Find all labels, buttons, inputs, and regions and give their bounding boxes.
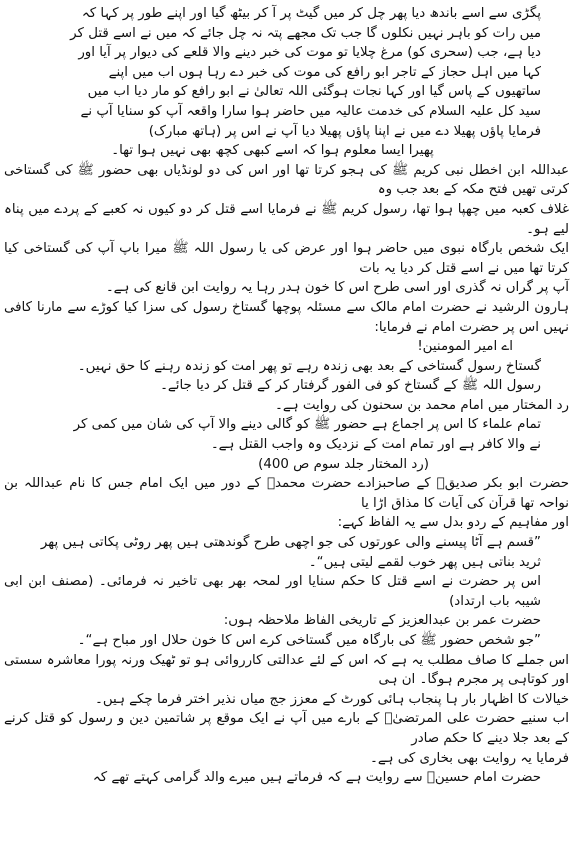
paragraph-line: حضرت امام حسینؓ سے روایت ہے کہ فرماتے ہیں میرے والد گرامی کہتے تھے کہ xyxy=(92,770,541,786)
paragraph-line: آپ پر گراں نہ گذری اور اسی طرح اس کا خون ہدر رہا یہ روایت ابن قانع کی ہے۔ xyxy=(105,280,569,296)
quote-line: ”جو شخص حضور ﷺ کی بارگاہ میں گستاخی کرے اس کا خون حلال اور مباح ہے“۔ xyxy=(77,633,541,648)
paragraph-line: اب سنیے حضرت علی المرتضیٰؓ کے بارے میں آپ نے ایک موقع پر شاتمین دین و رسول کو قتل کرنے کے بعد جلا دینے کا حکم صادر xyxy=(4,711,569,746)
paragraph-line: عبداللہ ابن اخطل نبی کریم ﷺ کی ہجو کرتا تھا اور اس کی دو لونڈیاں بھی حضور ﷺ کی گستاخی کرتی تھیں فتح مکہ کے بعد جب وہ xyxy=(4,162,569,198)
reference-line: (رد المختار جلد سوم ص 400) xyxy=(258,456,429,472)
quote-line: ثرید بناتی ہیں پھر خوب لقمے لیتی ہیں“۔ xyxy=(308,554,541,570)
text-line: پھیرا ایسا معلوم ہوا کہ اسے کبھی کچھ بھی نہیں ہوا تھا۔ xyxy=(111,143,434,159)
text-line: کہا میں اہل حجاز کے تاجر ابو رافع کی موت کی خبر دے رہا ہوں اب میں اپنے xyxy=(108,64,541,80)
address-line: اے امیر المومنین! xyxy=(417,339,513,355)
quote-line: رسول اللہ ﷺ کے گستاخ کو فی الفور گرفتار کر کے قتل کر دیا جائے۔ xyxy=(160,378,541,394)
paragraph-line: حضرت ابو بکر صدیقؓ کے صاحبزادے حضرت محمدؓ کے دور میں ایک امام جس کا نام عبداللہ بن نواحہ تھا قرآن کی آیات کا مذاق اڑا یا xyxy=(4,476,569,511)
quote-line: ”قسم ہے آٹا پیسنے والی عورتوں کی جو اچھی طرح گوندھتی ہیں پھر روٹی پکاتی ہیں پھر xyxy=(40,535,541,551)
paragraph-line: اس پر حضرت نے اسے قتل کا حکم سنایا اور لمحہ بھر بھی تاخیر نہ فرمائی۔ (مصنف ابن ابی شیبہ باب ارتداد) xyxy=(4,574,541,609)
quote-line: تمام علماء کا اس پر اجماع ہے حضور ﷺ کو گالی دینے والا آپ کی شان میں کمی کر xyxy=(73,417,541,433)
text-line: فرمایا پاؤں پھیلا دے میں نے اپنا پاؤں پھیلا دیا آپ نے اس پر (ہاتھ مبارک) xyxy=(148,123,541,139)
paragraph-line: فرمایا یہ روایت بھی بخاری کی ہے۔ xyxy=(369,750,569,766)
paragraph-line: ہارون الرشید نے حضرت امام مالک سے مسئلہ پوچھا گستاخ رسول کی سزا کیا کوڑے سے مارنا کافی نہیں اس پر حضرت امام نے فرمایا: xyxy=(4,299,569,335)
quote-line: نے والا کافر ہے اور تمام امت کے نزدیک وہ واجب القتل ہے۔ xyxy=(210,437,541,453)
paragraph-line: ایک شخص بارگاہ نبوی میں حاضر ہوا اور عرض کی یا رسول اللہ ﷺ میرا باپ آپ کی گستاخی کیا کرتا تھا میں نے اسے قتل کر دیا یہ بات xyxy=(4,241,569,276)
paragraph-line: غلاف کعبہ میں چھپا ہوا تھا، رسول کریم ﷺ نے فرمایا اسے قتل کر دو کیوں نہ کعبے کے پردے میں پناہ لیے ہو۔ xyxy=(4,201,569,237)
paragraph-line: اس جملے کا صاف مطلب یہ ہے کہ اس کے لئے عدالتی کارروائی ہو تو ٹھیک ورنہ پورا معاشرہ سستی اور کوتاہی پر مجرم ہوگا۔ ان ہی xyxy=(4,652,569,688)
paragraph-line: رد المختار میں امام محمد بن سحنون کی روایت ہے۔ xyxy=(275,397,569,413)
text-line: سید کل علیہ السلام کی خدمت عالیہ میں حاضر ہوا سارا واقعہ آپ کو سنایا آپ نے xyxy=(80,103,541,119)
text-line: پگڑی سے اسے باندھ دیا پھر چل کر میں گیٹ پر آ کر بیٹھ گیا اور اپنے طور پر کہا کہ xyxy=(81,6,541,21)
paragraph-line: خیالات کا اظہار بار ہا پنجاب ہائی کورٹ کے معزز جج میاں نذیر اختر فرما چکے ہیں۔ xyxy=(95,691,569,707)
text-line: میں رات کو باہر نہیں نکلوں گا جب تک مجھے پتہ نہ چل جائے کہ میں نے اسے قتل کر xyxy=(70,25,541,41)
quote-line: گستاخ رسول گستاخی کے بعد بھی زندہ رہے تو پھر امت کو زندہ رہنے کا حق نہیں۔ xyxy=(77,358,541,374)
paragraph-line: حضرت عمر بن عبدالعزیز کے تاریخی الفاظ ملاحظہ ہوں: xyxy=(223,613,541,629)
paragraph-line: اور مفاہیم کے ردو بدل سے یہ الفاظ کہے: xyxy=(337,515,569,531)
text-line: دیا ہے، جب (سحری کو) مرغ چلایا تو موت کی خبر دینے والا قلعے کی دیوار پر آیا اور xyxy=(78,45,541,61)
text-line: ساتھیوں کے پاس گیا اور کہا نجات ہوگئی اللہ تعالیٰ نے ابو رافع کو مار دیا اب میں xyxy=(87,84,541,100)
